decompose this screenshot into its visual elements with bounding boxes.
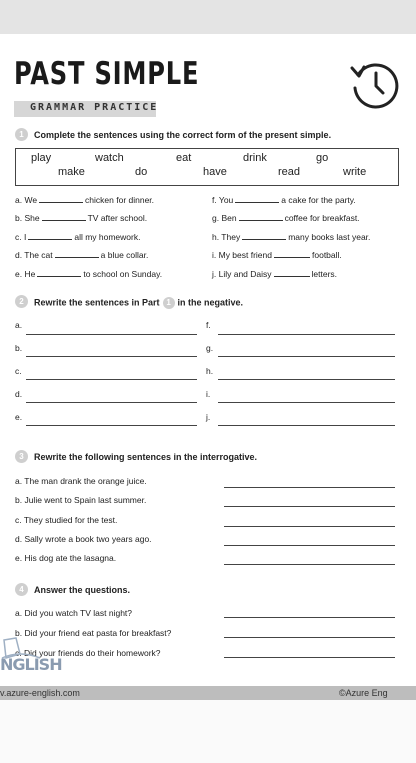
sentence-text: g. Ben xyxy=(212,213,237,223)
instruction-text: in the negative. xyxy=(177,297,244,308)
answer-blank[interactable] xyxy=(274,249,310,258)
answer-line[interactable] xyxy=(224,617,395,618)
answer-line[interactable] xyxy=(218,425,395,426)
history-clock-icon xyxy=(348,58,400,110)
sentence-text: to school on Sunday. xyxy=(83,269,163,279)
answer-blank[interactable] xyxy=(274,268,310,277)
answer-line[interactable] xyxy=(224,657,395,658)
part-reference-badge: 1 xyxy=(163,297,175,309)
word-bank-word: go xyxy=(316,152,329,164)
part1-sentence-c xyxy=(15,231,140,242)
part1-sentence-h xyxy=(212,231,370,242)
answer-label: d. xyxy=(15,389,23,399)
answer-line[interactable] xyxy=(218,402,395,403)
footer-website[interactable]: v.azure-english.com xyxy=(0,688,80,698)
answer-label: c. xyxy=(15,366,22,376)
question-text: a. The man drank the orange juice. xyxy=(15,476,147,486)
answer-line[interactable] xyxy=(26,402,197,403)
word-bank-word: make xyxy=(58,166,85,178)
sentence-text: a cake for the party. xyxy=(281,195,356,205)
sentence-text: all my homework. xyxy=(74,232,141,242)
part4-number-badge: 4 xyxy=(15,583,28,596)
answer-line[interactable] xyxy=(26,356,197,357)
top-band xyxy=(0,0,416,34)
part1-sentence-i xyxy=(212,249,342,260)
sentence-text: football. xyxy=(312,250,342,260)
logo-text: NGLISH xyxy=(0,655,62,674)
footer-copyright: ©Azure Eng xyxy=(339,688,388,698)
part2-instruction xyxy=(34,297,243,309)
answer-blank[interactable] xyxy=(55,249,99,258)
sentence-text: a. We xyxy=(15,195,38,205)
sentence-text: f. You xyxy=(212,195,234,205)
answer-line[interactable] xyxy=(224,487,395,488)
sentence-text: a blue collar. xyxy=(100,250,149,260)
answer-line[interactable] xyxy=(224,506,395,507)
answer-blank[interactable] xyxy=(239,212,283,221)
answer-label: a. xyxy=(15,320,23,330)
part3-number-badge: 3 xyxy=(15,450,28,463)
sentence-text: h. They xyxy=(212,232,241,242)
answer-line[interactable] xyxy=(224,564,395,565)
answer-label: b. xyxy=(15,343,23,353)
part1-sentence-f xyxy=(212,194,356,205)
page-title: PAST SIMPLE xyxy=(14,56,200,92)
part2-number-badge: 2 xyxy=(15,295,28,308)
answer-line[interactable] xyxy=(224,526,395,527)
answer-blank[interactable] xyxy=(235,194,279,203)
word-bank-word: play xyxy=(31,152,52,164)
part1-sentence-d xyxy=(15,249,148,260)
answer-blank[interactable] xyxy=(42,212,86,221)
question-text: d. Sally wrote a book two years ago. xyxy=(15,534,152,544)
answer-label: e. xyxy=(15,412,23,422)
sentence-text: chicken for dinner. xyxy=(85,195,155,205)
word-bank-word: have xyxy=(203,166,227,178)
part1-sentence-b xyxy=(15,212,147,223)
sentence-text: i. My best friend xyxy=(212,250,272,260)
question-text: b. Did your friend eat pasta for breakfast? xyxy=(15,628,172,638)
answer-label: j. xyxy=(206,412,211,422)
sentence-text: coffee for breakfast. xyxy=(284,213,360,223)
answer-line[interactable] xyxy=(26,379,197,380)
answer-line[interactable] xyxy=(26,334,197,335)
sentence-text: letters. xyxy=(311,269,338,279)
bottom-margin xyxy=(0,700,416,763)
answer-label: i. xyxy=(206,389,211,399)
sentence-text: TV after school. xyxy=(87,213,148,223)
answer-blank[interactable] xyxy=(28,231,72,240)
word-bank-word: watch xyxy=(95,152,124,164)
sentence-text: b. She xyxy=(15,213,40,223)
word-bank-word: do xyxy=(135,166,148,178)
answer-label: f. xyxy=(206,320,211,330)
footer-bar xyxy=(0,686,416,700)
instruction-text: Rewrite the sentences in Part xyxy=(34,297,160,308)
question-text: a. Did you watch TV last night? xyxy=(15,608,133,618)
word-bank-word: drink xyxy=(243,152,267,164)
part3-instruction: Rewrite the following sentences in the interrogative. xyxy=(34,452,258,462)
part1-sentence-e xyxy=(15,268,162,279)
answer-line[interactable] xyxy=(224,637,395,638)
part1-sentence-a xyxy=(15,194,154,205)
word-bank-word: write xyxy=(343,166,367,178)
word-bank-word: eat xyxy=(176,152,192,164)
question-text: c. They studied for the test. xyxy=(15,515,118,525)
part1-number-badge: 1 xyxy=(15,128,28,141)
answer-line[interactable] xyxy=(26,425,197,426)
sentence-text: d. The cat xyxy=(15,250,53,260)
part1-sentence-j xyxy=(212,268,337,279)
question-text: c. Did your friends do their homework? xyxy=(15,648,161,658)
question-text: b. Julie went to Spain last summer. xyxy=(15,495,147,505)
sentence-text: c. I xyxy=(15,232,27,242)
part4-instruction: Answer the questions. xyxy=(34,585,131,595)
sentence-text: j. Lily and Daisy xyxy=(212,269,272,279)
answer-label: h. xyxy=(206,366,214,376)
part1-instruction: Complete the sentences using the correct form of the present simple. xyxy=(34,130,332,140)
answer-line[interactable] xyxy=(218,356,395,357)
page-subtitle: GRAMMAR PRACTICE xyxy=(30,102,159,113)
answer-line[interactable] xyxy=(218,379,395,380)
sentence-text: e. He xyxy=(15,269,36,279)
answer-blank[interactable] xyxy=(242,231,286,240)
part1-sentence-g xyxy=(212,212,360,223)
word-bank-word: read xyxy=(278,166,301,178)
answer-label: g. xyxy=(206,343,214,353)
answer-blank[interactable] xyxy=(39,194,83,203)
answer-line[interactable] xyxy=(218,334,395,335)
answer-blank[interactable] xyxy=(37,268,81,277)
question-text: e. His dog ate the lasagna. xyxy=(15,553,117,563)
answer-line[interactable] xyxy=(224,545,395,546)
sentence-text: many books last year. xyxy=(288,232,371,242)
